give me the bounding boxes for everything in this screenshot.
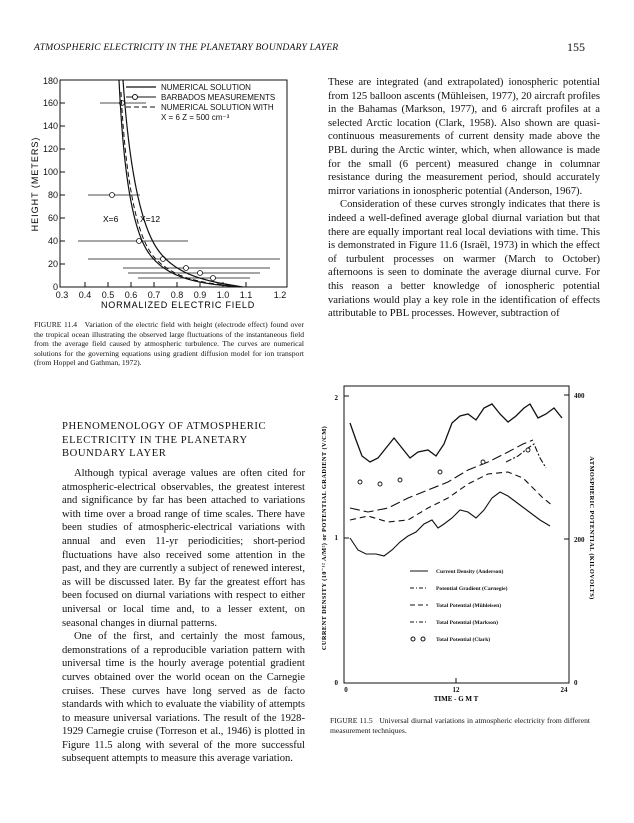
y-tick: 20 (47, 259, 58, 269)
legend-item: X = 6 Z = 500 cm⁻³ (161, 113, 230, 122)
legend-item: BARBADOS MEASUREMENTS (161, 93, 276, 102)
right-column-text (328, 76, 600, 321)
series-total-potential-markson (506, 444, 546, 468)
left-axis-label: CURRENT DENSITY (10⁻¹² A/M²) or POTENTIAL GRADIENT (V/CM) (321, 425, 328, 651)
x-tick: 24 (560, 686, 568, 694)
y-tick: 80 (47, 190, 58, 200)
x-tick: 0.3 (55, 290, 69, 300)
page-number: 155 (567, 40, 585, 54)
x-axis-label: TIME - G M T (433, 695, 479, 703)
y-tick: 160 (42, 98, 58, 108)
caption-label: FIGURE 11.4 (34, 320, 78, 329)
x-tick: 0.6 (124, 290, 138, 300)
section-heading: PHENOMENOLOGY OF ATMOSPHERIC ELECTRICITY IN THE PLANETARY BOUNDARY LAYER (62, 421, 267, 460)
right-tick: 200 (574, 536, 585, 544)
figure-11-5 (318, 378, 598, 710)
x-tick: 1.0 (216, 290, 230, 300)
legend-item: Current Density (Anderson) (436, 569, 504, 575)
figure-11-4 (28, 72, 304, 318)
curve-label: X=12 (140, 214, 161, 224)
caption-label: FIGURE 11.5 (330, 716, 373, 725)
legend-item: Total Potential (Markson) (436, 620, 498, 626)
y-tick: 180 (42, 76, 58, 86)
curve-label: X=6 (103, 214, 119, 224)
paragraph: These are integrated (and extrapolated) ionospheric potential from 125 balloon ascents (Mühleisen, 1977), 20 aircraft profiles in the Bahamas (Markson, 1977), and 6 aircraft profiles at a selected Arctic location (Clark, 1958). Also shown are quasi-continuous measurements of current density made above the PBL during the Arctic winter, which, when allowance is made for the small (6 percent) measured change in columnar resistance during the measurement period, should accurately mirror variations in ionospheric potential (Anderson, 1967). (328, 77, 600, 197)
left-tick: 2 (334, 394, 338, 402)
right-tick: 0 (574, 679, 578, 687)
legend-item: NUMERICAL SOLUTION WITH (161, 103, 274, 112)
running-header: ATMOSPHERIC ELECTRICITY IN THE PLANETARY BOUNDARY LAYER (34, 42, 339, 53)
y-axis-label: HEIGHT (METERS) (30, 136, 40, 232)
legend-item: NUMERICAL SOLUTION (161, 83, 251, 92)
x-tick: 12 (452, 686, 460, 694)
x-tick: 0 (344, 686, 348, 694)
x-tick: 0.7 (147, 290, 161, 300)
legend-item: Total Potential (Mühleisen) (436, 603, 502, 609)
caption-text: Universal diurnal variations in atmospheric electricity from different measurement techniques. (330, 716, 590, 735)
legend-item: Total Potential (Clark) (436, 637, 491, 643)
x-tick: 0.9 (193, 290, 207, 300)
x-tick: 1.2 (273, 290, 287, 300)
right-axis-label: ATMOSPHERIC POTENTIAL (KILOVOLTS) (588, 456, 595, 600)
y-tick: 40 (47, 236, 58, 246)
y-tick: 120 (42, 144, 58, 154)
y-tick: 100 (42, 167, 58, 177)
x-tick: 0.5 (101, 290, 115, 300)
paragraph: Consideration of these curves strongly indicates that there is indeed a well-defined average global diurnal variation but that there are equally important real local deviations with time. This is demonstrated in Figure 11.6 (Israël, 1973) in which the effect of turbulent processes on warmer (March to October) afternoons is seen to dominate the average diurnal curve. For this reason a better knowledge of ionospheric potential variations would play a key role in the identification of effects attributable to PBL processes. However, subtraction of (328, 199, 600, 320)
y-tick: 140 (42, 121, 58, 131)
paragraph: One of the first, and certainly the most famous, demonstrations of a reproducible variation pattern with universal time is the hourly average potential gradient curves obtained over the world ocean on the Carnegie cruises. These curves have long served as de facto standards with which to evaluate the viability of attempts to measure universal variations. The result of the 1928-1929 Carnegie cruise (Torreson et al., 1946) is plotted in Figure 11.5 along with several of the more successful subsequent attempts to measure this average variation. (62, 631, 305, 765)
x-tick: 0.4 (78, 290, 92, 300)
figure-11-4-caption (34, 320, 304, 368)
x-tick: 0.8 (170, 290, 184, 300)
paragraph: Although typical average values are often cited for atmospheric-electrical observables, the greatest interest and significance by far has been attached to variations with time over a broad range of time scales. There have been studies of atmospheric-electrical variations with annual and even 11-yr periodicities; short-period fluctuations have also received some attention in the past, and they are currently a subject of renewed interest, as will be discussed later. By far the greatest effort has been focused on diurnal variations with respect to either universal or local time and, to a lesser extent, on seasonal changes in diurnal patterns. (62, 468, 305, 629)
legend-item: Potential Gradient (Carnegie) (436, 586, 508, 592)
left-tick: 0 (334, 679, 338, 687)
series-current-density (350, 404, 562, 462)
figure-11-5-caption (330, 716, 590, 735)
right-tick: 400 (574, 392, 585, 400)
series-total-potential-muhleisen (350, 472, 553, 522)
y-tick: 60 (47, 213, 58, 223)
caption-text: Variation of the electric field with height (electrode effect) found over the tropical ocean illustrating the observed large fluctuations of the instantaneous field from the average field caused by atmospheric turbulence. The curves are numerical solutions for the governing equations using gradient diffusion model for ion transport (from Hoppel and Gathman, 1972). (34, 320, 304, 368)
left-tick: 1 (334, 534, 338, 542)
series-lower-solid (350, 492, 550, 556)
x-axis-label: NORMALIZED ELECTRIC FIELD (100, 300, 256, 310)
x-tick: 1.1 (239, 290, 253, 300)
y-tick: 0 (52, 282, 58, 292)
left-column-text (62, 467, 305, 766)
series-potential-gradient (350, 440, 533, 512)
